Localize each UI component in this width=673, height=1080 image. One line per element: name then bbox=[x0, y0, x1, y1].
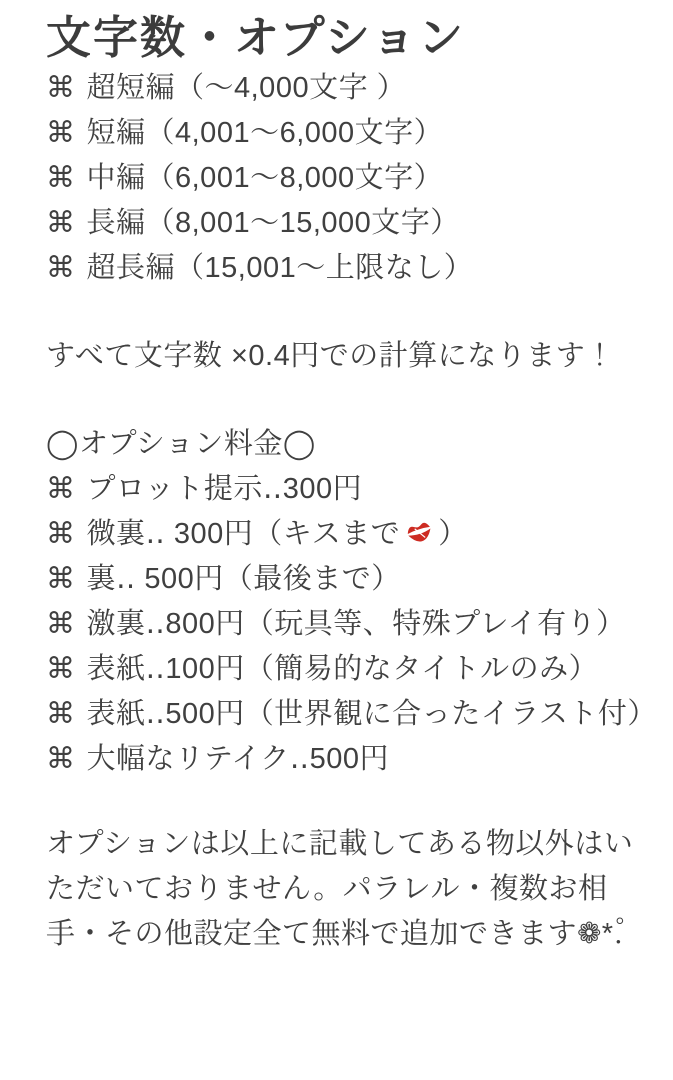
page-title: 文字数・オプション bbox=[46, 12, 465, 63]
command-bullet-icon: ⌘ bbox=[46, 608, 76, 640]
footer-note: オプションは以上に記載してある物以外はいただいておりません。パラレル・複数お相手・その他設定全て無料で追加できます❁*.゚ bbox=[46, 828, 634, 950]
list-item bbox=[46, 602, 635, 647]
list-item bbox=[46, 557, 635, 602]
option-item-label: ） bbox=[438, 518, 468, 550]
command-bullet-icon: ⌘ bbox=[46, 252, 76, 284]
command-bullet-icon: ⌘ bbox=[46, 207, 76, 239]
length-item-label: 超短編（〜4,000文字 ） bbox=[86, 72, 407, 104]
list-item bbox=[46, 647, 635, 692]
list-item bbox=[46, 246, 635, 291]
command-bullet-icon: ⌘ bbox=[46, 698, 76, 730]
kiss-mark-icon bbox=[404, 517, 435, 548]
option-item-label: 激裏‥800円（玩具等、特殊プレイ有り） bbox=[86, 608, 626, 640]
option-item-label: 表紙‥100円（簡易的なタイトルのみ） bbox=[86, 653, 599, 685]
length-price-list bbox=[46, 66, 635, 291]
command-bullet-icon: ⌘ bbox=[46, 117, 76, 149]
option-item-label: 裏‥ 500円（最後まで） bbox=[86, 563, 401, 595]
list-item bbox=[46, 467, 635, 512]
option-item-label: 微裏‥ 300円（キスまで bbox=[86, 518, 401, 550]
option-item-label: プロット提示‥300円 bbox=[86, 473, 363, 505]
command-bullet-icon: ⌘ bbox=[46, 743, 76, 775]
list-item bbox=[46, 156, 635, 201]
list-item bbox=[46, 512, 635, 557]
list-item bbox=[46, 201, 635, 246]
length-item-label: 短編（4,001〜6,000文字） bbox=[86, 117, 444, 149]
length-item-label: 超長編（15,001〜上限なし） bbox=[86, 252, 474, 284]
option-item-label: 大幅なリテイク‥500円 bbox=[86, 743, 390, 775]
command-bullet-icon: ⌘ bbox=[46, 518, 76, 550]
length-item-label: 中編（6,001〜8,000文字） bbox=[86, 162, 444, 194]
list-item bbox=[46, 737, 635, 782]
option-item-label: 表紙‥500円（世界観に合ったイラスト付） bbox=[86, 698, 657, 730]
command-bullet-icon: ⌘ bbox=[46, 162, 76, 194]
length-item-label: 長編（8,001〜15,000文字） bbox=[86, 207, 460, 239]
option-price-list bbox=[46, 467, 657, 782]
list-item bbox=[46, 66, 635, 111]
list-item bbox=[46, 111, 635, 156]
command-bullet-icon: ⌘ bbox=[46, 653, 76, 685]
option-section-heading: ◯オプション料金◯ bbox=[46, 428, 316, 460]
command-bullet-icon: ⌘ bbox=[46, 473, 76, 505]
list-item bbox=[46, 692, 657, 737]
command-bullet-icon: ⌘ bbox=[46, 72, 76, 104]
command-bullet-icon: ⌘ bbox=[46, 563, 76, 595]
calculation-note: すべて文字数 ×0.4円での計算になります！ bbox=[46, 340, 615, 372]
